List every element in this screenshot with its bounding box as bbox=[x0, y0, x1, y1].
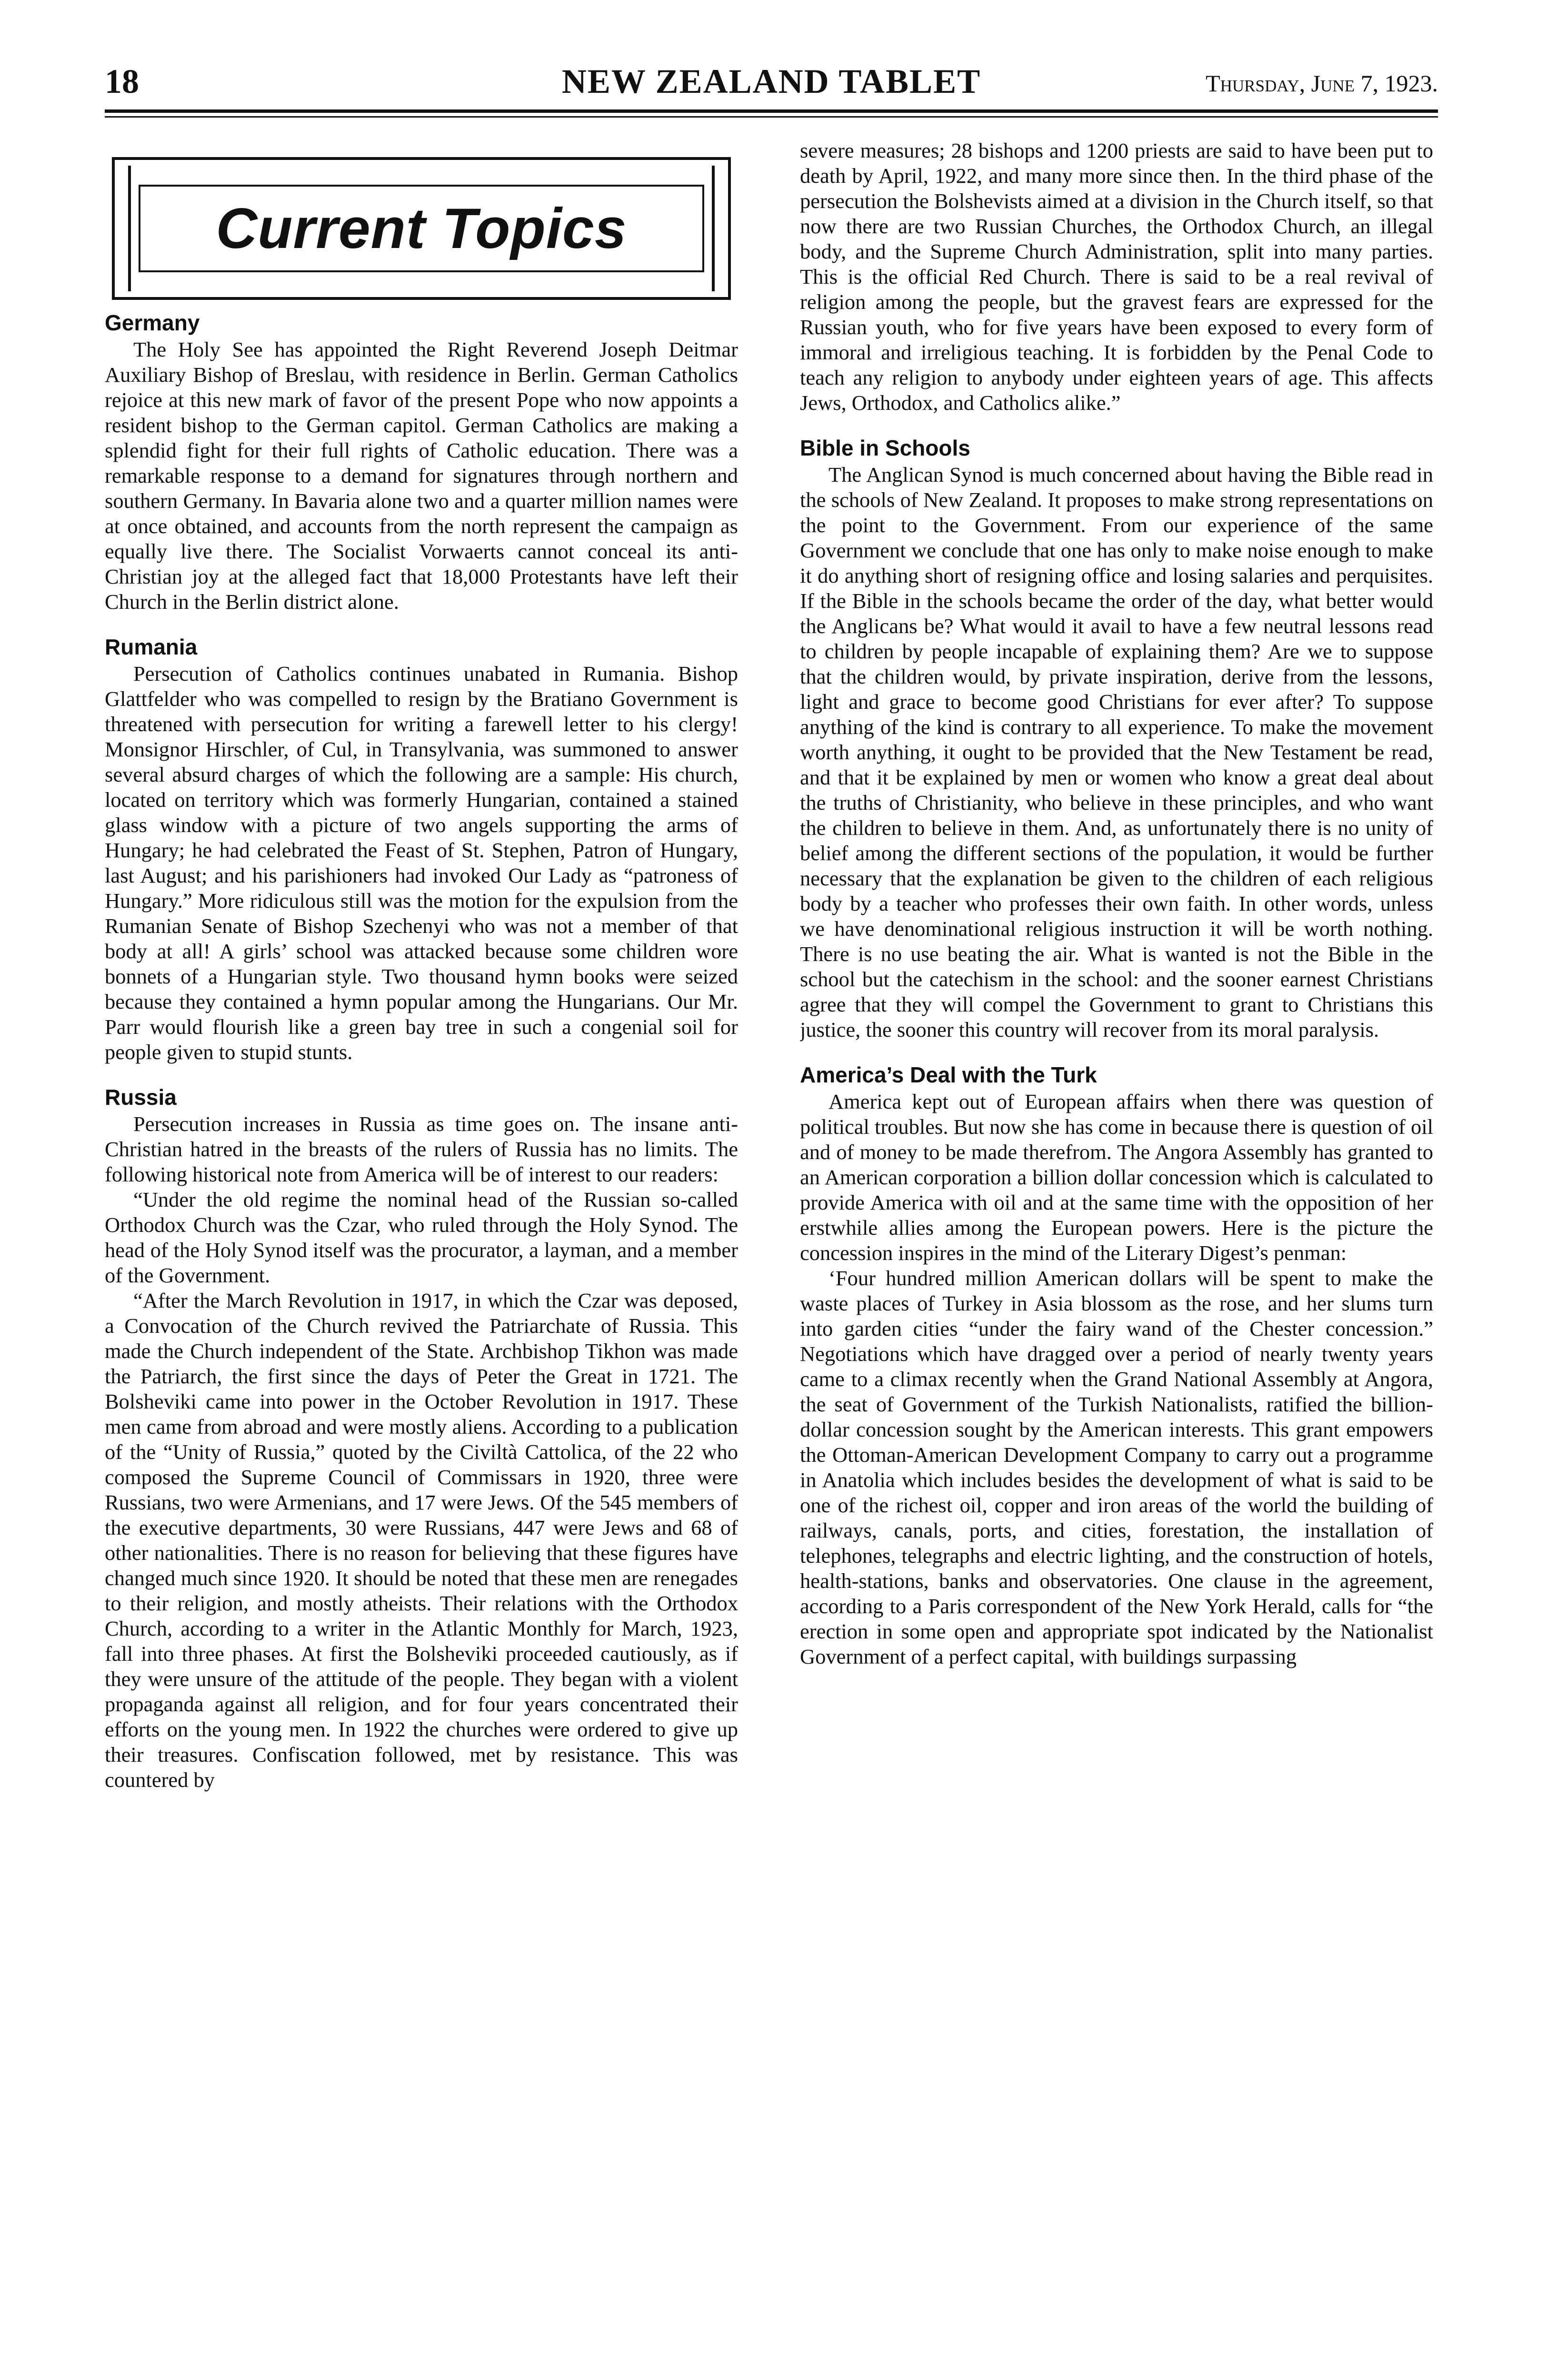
heading-america-turk: America’s Deal with the Turk bbox=[800, 1062, 1097, 1087]
heading-bible-in-schools: Bible in Schools bbox=[800, 436, 970, 460]
russia-paragraph-2: “Under the old regime the nominal head of the Russian so-called Orthodox Church was the Czar, who ruled through the Holy Synod. The head of the Holy Synod itself was the procurator, a layman, and a member of the Government. bbox=[105, 1188, 738, 1287]
masthead bbox=[105, 57, 1438, 109]
russia-paragraph-3: “After the March Revolution in 1917, in which the Czar was deposed, a Convocation of the Church revived the Patriarchate of Russia. This made the Church independent of the State. Archbishop Tikhon was made the Patriarch, the first since the days of Peter the Great in 1721. The Bolsheviki came into power in the October Revolution in 1917. These men came from abroad and were mostly aliens. According to a publication of the “Unity of Russia,” quoted by the Civiltà Cattolica, of the 22 who composed the Supreme Council of Commissars in 1920, three were Russians, two were Armenians, and 17 were Jews. Of the 545 members of the executive departments, 30 were Russians, 447 were Jews and 68 of other nationalities. There is no reason for believing that these figures have changed much since 1920. It should be noted that these men are renegades to their religion, and mostly atheists. Their relations with the Orthodox Church, according to a writer in the Atlantic Monthly for March, 1923, fall into three phases. At first the Bolsheviki proceeded cautiously, as if they were unsure of the attitude of the people. They began with a violent propaganda against all religion, and for four years concentrated their efforts on the young men. In 1922 the churches were ordered to give up their treasures. Confiscation followed, met by resistance. This was countered by bbox=[105, 1289, 738, 1792]
bible-paragraph: The Anglican Synod is much concerned about having the Bible read in the schools of New Zealand. It proposes to make strong representations on the point to the Government. From our experience of the same Government we conclude that one has only to make noise enough to make it do anything short of resigning office and losing salaries and perquisites. If the Bible in the schools became the order of the day, what better would the Anglicans be? What would it avail to have a few neutral lessons read to children by people incapable of explaining them? Are we to suppose that the children would, by private inspiration, derive from the lessons, light and grace to become good Christians for ever after? To suppose anything of the kind is contrary to all experience. To make the movement worth anything, it ought to be provided that the New Testament be read, and that it be explained by men or women who know a great deal about the truths of Christianity, who believe in these principles, and who want the children to believe in them. And, as unfortunately there is no unity of belief among the different sections of the population, it would be further necessary that the explanation be given to the children of each religious body by a teacher who professes their own faith. In other words, unless we have denominational religious instruction it will be worth nothing. There is no use beating the air. What is wanted is not the Bible in the school but the catechism in the school: and the sooner earnest Christians agree that they will compel the Government to grant to Christians this justice, the sooner this country will recover from its moral paralysis. bbox=[800, 463, 1433, 1041]
heading-russia: Russia bbox=[105, 1085, 177, 1110]
russia-paragraph-1: Persecution increases in Russia as time goes on. The insane anti-Christian hatred in the breasts of the rulers of Russia has no limits. The following historical note from America will be of interest to our readers: bbox=[105, 1112, 738, 1186]
issue-date: Thursday, June 7, 1923. bbox=[1206, 70, 1438, 97]
banner-frame bbox=[128, 166, 715, 291]
masthead-rule-thin bbox=[105, 116, 1438, 118]
america-paragraph-2: ‘Four hundred million American dollars will be spent to make the waste places of Turkey in Asia blossom as the rose, and her slums turn into garden cities “under the fairy wand of the Chester concession.” Negotiations which have dragged over a period of nearly twenty years came to a climax recently when the Grand National Assembly at Angora, the seat of Government of the Turkish Nationalists, ratified the billion-dollar concession sought by the American interests. This grant empowers the Ottoman-American Development Company to carry out a programme in Anatolia which includes besides the development of what is said to be one of the richest oil, copper and iron areas of the world the building of railways, canals, ports, and cities, forestation, the installation of telephones, telegraphs and electric lighting, and the construction of hotels, health-stations, banks and observatories. One clause in the agreement, according to a Paris correspondent of the New York Herald, calls for “the erection in some open and appropriate spot indicated by the Nationalist Government of a perfect capital, with buildings surpassing bbox=[800, 1266, 1433, 1668]
page-number: 18 bbox=[105, 62, 139, 100]
masthead-rule bbox=[105, 109, 1438, 113]
germany-paragraph: The Holy See has appointed the Right Reverend Joseph Deitmar Auxiliary Bishop of Breslau, with residence in Berlin. German Catholics rejoice at this new mark of favor of the present Pope who now appoints a resident bishop to the German capitol. German Catholics are making a splendid fight for their full rights of Catholic education. There was a remarkable response to a demand for signatures through northern and southern Germany. In Bavaria alone two and a quarter million names were at once obtained, and accounts from the north represent the campaign as equally live there. The Socialist Vorwaerts cannot conceal its anti-Christian joy at the alleged fact that 18,000 Protestants have left their Church in the Berlin district alone. bbox=[105, 337, 738, 614]
america-paragraph-1: America kept out of European affairs when there was question of political troubles. But now she has come in because there is question of oil and of money to be made therefrom. The Angora Assembly has granted to an American corporation a billion dollar concession which is calculated to provide America with oil and at the same time with the opposition of her erstwhile allies among the European powers. Here is the picture the concession inspires in the mind of the Literary Digest’s penman: bbox=[800, 1090, 1433, 1265]
current-topics-banner bbox=[112, 157, 731, 300]
banner-box bbox=[139, 185, 704, 272]
publication-title: NEW ZEALAND TABLET bbox=[561, 62, 981, 100]
russia-paragraph-continued: severe measures; 28 bishops and 1200 priests are said to have been put to death by April, 1922, and many more since then. In the third phase of the persecution the Bolshevists aimed at a division in the Church itself, so that now there are two Russian Churches, the Orthodox Church, an illegal body, and the Supreme Church Administration, split into many parties. This is the official Red Church. There is said to be a real revival of religion among the people, but the gravest fears are expressed for the Russian youth, who for five years have been exposed to every form of immoral and irreligious teaching. It is forbidden by the Penal Code to teach any religion to anybody under eighteen years of age. This affects Jews, Orthodox, and Catholics alike.” bbox=[800, 139, 1433, 415]
banner-title: Current Topics bbox=[216, 196, 627, 260]
right-column bbox=[800, 138, 1433, 2380]
heading-rumania: Rumania bbox=[105, 635, 198, 659]
left-column bbox=[105, 143, 738, 2380]
rumania-paragraph: Persecution of Catholics continues unabated in Rumania. Bishop Glattfelder who was compelled to resign by the Bratiano Government is threatened with persecution for writing a farewell letter to his clergy! Monsignor Hirschler, of Cul, in Transylvania, was summoned to answer several absurd charges of which the following are a sample: His church, located on territory which was formerly Hungarian, contained a stained glass window with a picture of two angels supporting the arms of Hungary; he had celebrated the Feast of St. Stephen, Patron of Hungary, last August; and his parishioners had invoked Our Lady as “patroness of Hungary.” More ridiculous still was the motion for the expulsion from the Rumanian Senate of Bishop Szechenyi who was not a member of that body at all! A girls’ school was attacked because some children wore bonnets of a Hungarian style. Two thousand hymn books were seized because they contained a hymn popular among the Hungarians. Our Mr. Parr would flourish like a green bay tree in such a congenial soil for people given to stupid stunts. bbox=[105, 662, 738, 1064]
heading-germany: Germany bbox=[105, 310, 200, 335]
